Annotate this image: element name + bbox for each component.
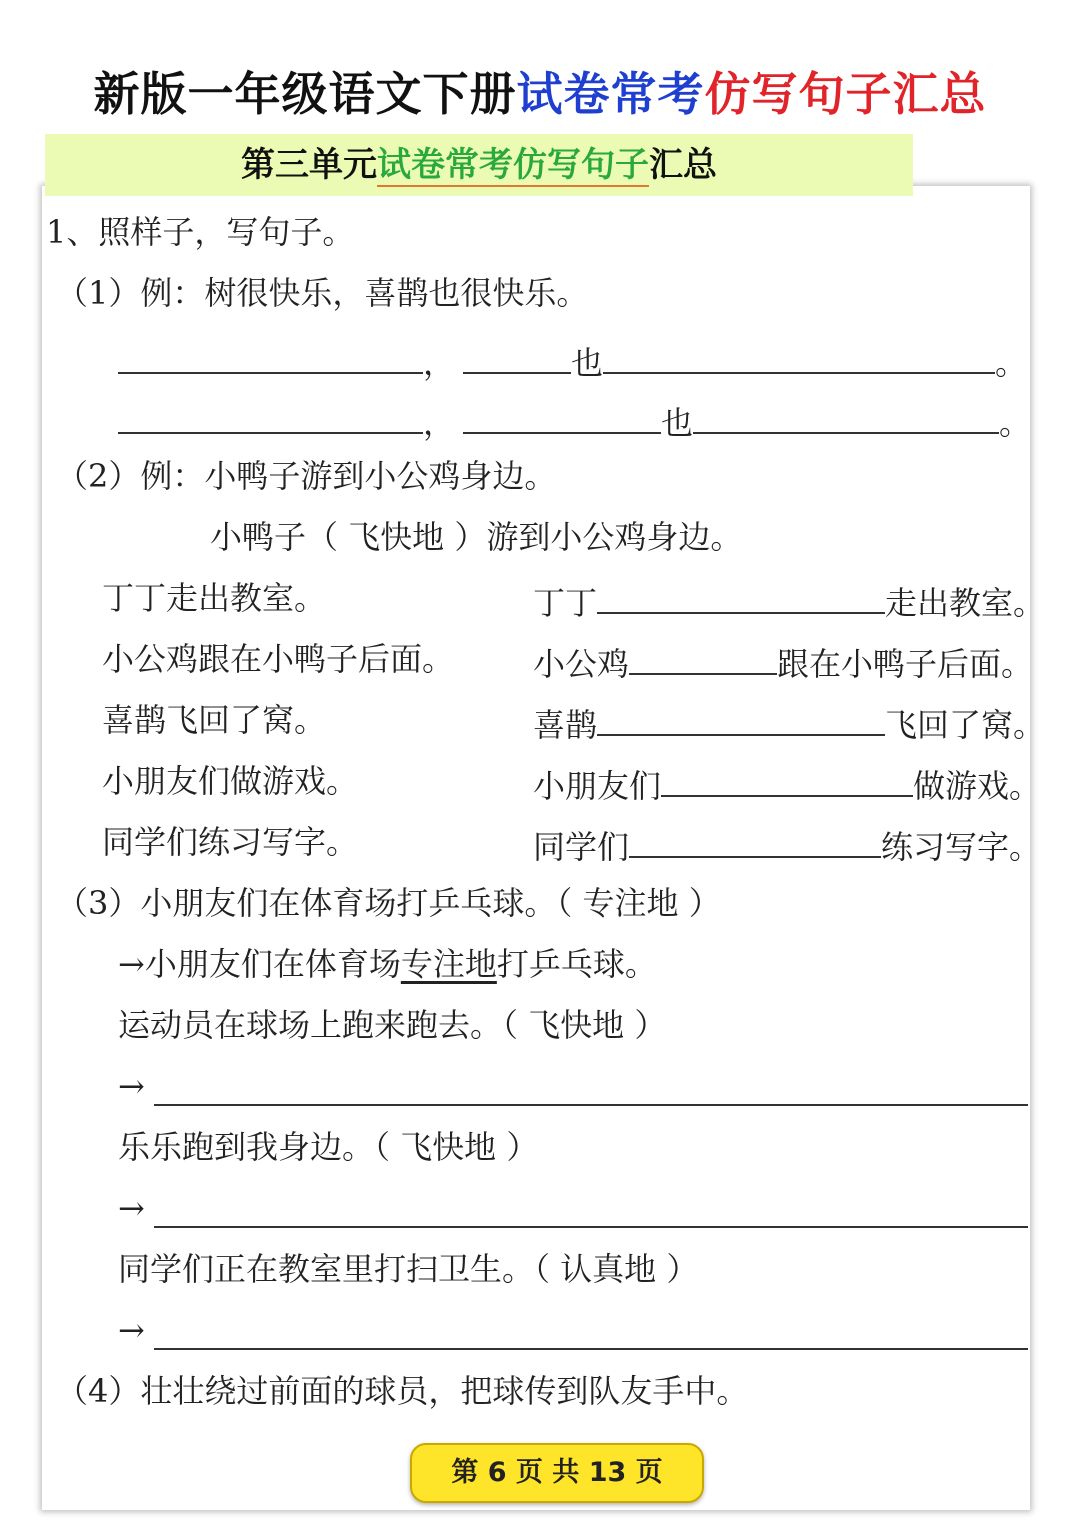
banner-part-2: 试卷常考仿写句子 [377, 145, 649, 185]
question-heading: 1、照样子，写句子。 [46, 213, 355, 251]
sub2-row-left: 喜鹊飞回了窝。 [102, 701, 327, 739]
blank[interactable] [597, 578, 885, 614]
row-end: 。 [1001, 645, 1034, 683]
row-suffix: 走出教室 [885, 584, 1014, 622]
blank[interactable] [693, 398, 999, 434]
sub3-answer [118, 944, 657, 984]
sub3-item: 运动员在球场上跑来跑去。（ 飞快地 ） [118, 1006, 667, 1044]
answer-row [118, 1310, 1028, 1350]
sub3-example: （3）小朋友们在体育场打乒乓球。（ 专注地 ） [56, 884, 721, 922]
sub2-row-right [533, 761, 1041, 806]
answer-pre: →小朋友们在体育场 [118, 945, 401, 983]
blank[interactable] [603, 338, 995, 374]
arrow-icon: → [118, 1189, 145, 1227]
answer-post: 打乒乓球。 [496, 945, 657, 983]
sub3-item: 同学们正在教室里打扫卫生。（ 认真地 ） [118, 1250, 699, 1288]
sub2-row-right [533, 639, 1033, 684]
comma: ， [423, 344, 456, 382]
sub1-example: （1）例：树很快乐，喜鹊也很快乐。 [56, 274, 589, 312]
blank[interactable] [118, 338, 423, 374]
ye-char: 也 [661, 404, 694, 442]
fill-row-2 [118, 398, 1031, 443]
row-prefix: 丁丁 [533, 584, 598, 622]
banner-part-1: 第三单元 [241, 145, 377, 185]
sub2-example-expanded: 小鸭子（ 飞快地 ）游到小公鸡身边。 [210, 518, 743, 556]
sub2-row-left: 丁丁走出教室。 [102, 579, 327, 617]
blank[interactable] [597, 700, 885, 736]
blank[interactable] [661, 761, 913, 797]
row-end: 。 [1009, 828, 1042, 866]
period: 。 [999, 404, 1032, 442]
title-part-1: 新版一年级语文下册 [93, 67, 517, 121]
ye-char: 也 [571, 344, 604, 382]
blank[interactable] [118, 398, 423, 434]
banner-part-3: 汇总 [649, 145, 717, 185]
sub2-row-left: 小朋友们做游戏。 [102, 762, 359, 800]
row-prefix: 同学们 [533, 828, 630, 866]
row-suffix: 练习写字 [881, 828, 1010, 866]
blank[interactable] [629, 822, 881, 858]
arrow-icon: → [118, 1311, 145, 1349]
arrow-icon: → [118, 1067, 145, 1105]
main-title [0, 58, 1080, 124]
sub2-row-left: 小公鸡跟在小鸭子后面。 [102, 640, 455, 678]
row-prefix: 小公鸡 [533, 645, 630, 683]
blank[interactable] [463, 398, 661, 434]
row-end: 。 [1013, 584, 1046, 622]
fill-row-1 [118, 338, 1027, 383]
answer-blank[interactable] [154, 1104, 1028, 1106]
blank[interactable] [463, 338, 571, 374]
row-suffix: 做游戏 [913, 767, 1010, 805]
comma: ， [423, 404, 456, 442]
answer-row [118, 1066, 1028, 1106]
sub2-row-left: 同学们练习写字。 [102, 823, 359, 861]
title-part-3: 仿写句子汇总 [704, 67, 987, 121]
sub3-item: 乐乐跑到我身边。（ 飞快地 ） [118, 1128, 539, 1166]
sub2-row-right [533, 700, 1045, 745]
row-prefix: 小朋友们 [533, 767, 662, 805]
answer-row [118, 1188, 1028, 1228]
sub2-row-right [533, 822, 1041, 867]
title-part-2: 试卷常考 [516, 67, 705, 121]
sub2-example: （2）例：小鸭子游到小公鸡身边。 [56, 457, 557, 495]
period: 。 [995, 344, 1028, 382]
row-end: 。 [1009, 767, 1042, 805]
sub4-text: （4）壮壮绕过前面的球员，把球传到队友手中。 [56, 1372, 749, 1410]
row-end: 。 [1013, 706, 1046, 744]
row-suffix: 飞回了窝 [885, 706, 1014, 744]
page-indicator: 第 6 页 共 13 页 [410, 1443, 704, 1503]
sub2-row-right [533, 578, 1045, 623]
blank[interactable] [629, 639, 777, 675]
answer-word: 专注地 [400, 945, 497, 983]
unit-banner [45, 134, 913, 196]
row-suffix: 跟在小鸭子后面 [777, 645, 1002, 683]
answer-blank[interactable] [154, 1348, 1028, 1350]
answer-blank[interactable] [154, 1226, 1028, 1228]
row-prefix: 喜鹊 [533, 706, 598, 744]
